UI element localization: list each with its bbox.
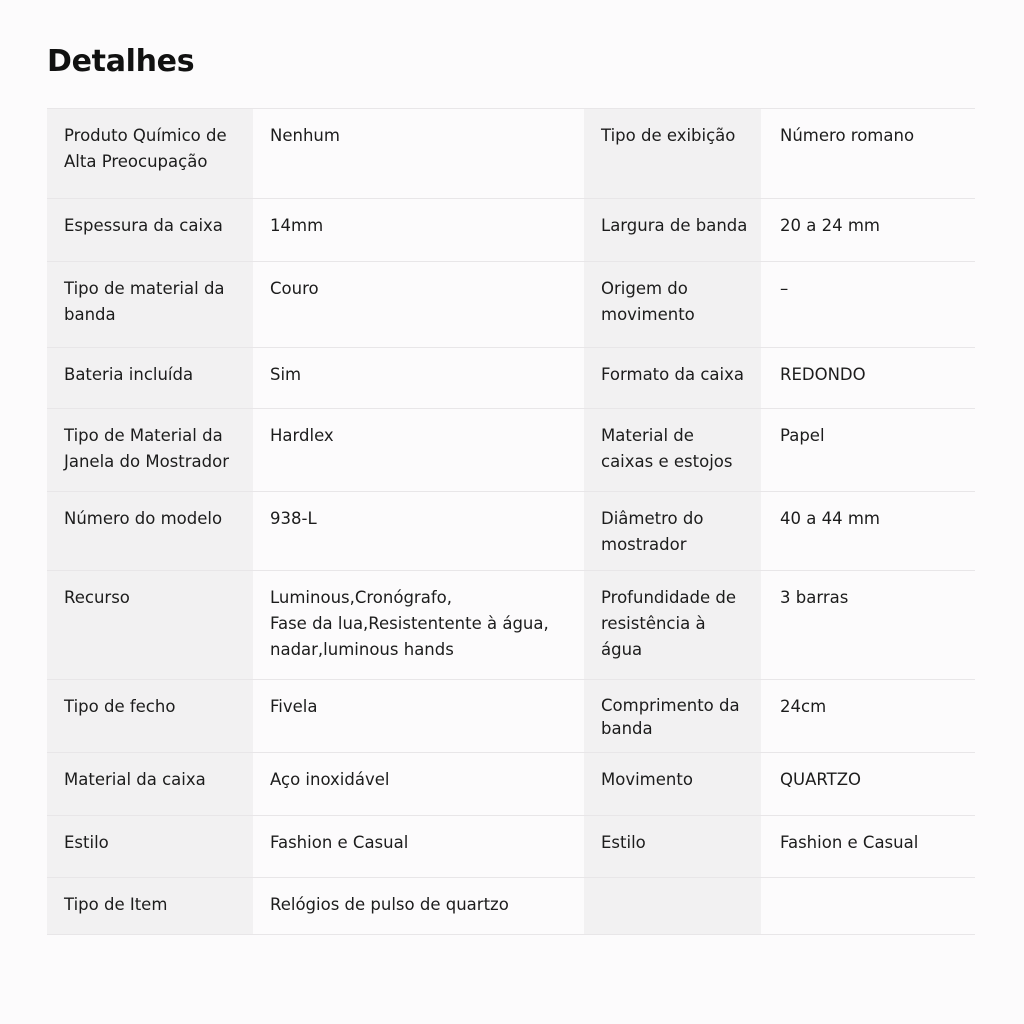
table-row (47, 571, 975, 680)
spec-label: Estilo (47, 816, 253, 878)
spec-label: Espessura da caixa (47, 199, 253, 262)
spec-label: Tipo de Material da Janela do Mostrador (47, 409, 253, 492)
spec-value: 14mm (253, 199, 584, 262)
spec-label: Recurso (47, 571, 253, 680)
spec-value: QUARTZO (761, 753, 975, 816)
spec-value: Couro (253, 262, 584, 348)
spec-value: Sim (253, 348, 584, 409)
spec-value: Nenhum (253, 109, 584, 199)
spec-label: Estilo (584, 816, 761, 878)
spec-value: Relógios de pulso de quartzo (253, 878, 584, 935)
spec-value: Papel (761, 409, 975, 492)
table-row (47, 409, 975, 492)
table-row (47, 492, 975, 571)
spec-label: Tipo de fecho (47, 680, 253, 753)
spec-value: Fivela (253, 680, 584, 753)
table-row (47, 680, 975, 753)
table-row (47, 109, 975, 199)
table-row (47, 878, 975, 935)
spec-value: 938-L (253, 492, 584, 571)
spec-value: REDONDO (761, 348, 975, 409)
spec-label: Tipo de material da banda (47, 262, 253, 348)
table-row (47, 753, 975, 816)
spec-label (584, 878, 761, 935)
spec-value: 24cm (761, 680, 975, 753)
spec-value: Fashion e Casual (761, 816, 975, 878)
table-row (47, 816, 975, 878)
page-title: Detalhes (47, 44, 195, 79)
details-table (47, 108, 975, 935)
table-row (47, 262, 975, 348)
spec-value: Aço inoxidável (253, 753, 584, 816)
spec-label: Tipo de exibição (584, 109, 761, 199)
spec-label: Comprimento da banda (584, 680, 761, 753)
spec-label: Número do modelo (47, 492, 253, 571)
spec-label: Profundidade de resistência à água (584, 571, 761, 680)
spec-value: Hardlex (253, 409, 584, 492)
spec-value: Luminous,Cronógrafo, Fase da lua,Resistentente à água, nadar,luminous hands (253, 571, 584, 680)
spec-label: Movimento (584, 753, 761, 816)
table-row (47, 199, 975, 262)
spec-value: 40 a 44 mm (761, 492, 975, 571)
spec-label: Material de caixas e estojos (584, 409, 761, 492)
spec-value: 20 a 24 mm (761, 199, 975, 262)
spec-value (761, 878, 975, 935)
spec-value: Fashion e Casual (253, 816, 584, 878)
spec-value: – (761, 262, 975, 348)
spec-label: Produto Químico de Alta Preocupação (47, 109, 253, 199)
spec-value: Número romano (761, 109, 975, 199)
spec-label: Formato da caixa (584, 348, 761, 409)
spec-label: Material da caixa (47, 753, 253, 816)
spec-label: Largura de banda (584, 199, 761, 262)
spec-value: 3 barras (761, 571, 975, 680)
spec-label: Diâmetro do mostrador (584, 492, 761, 571)
spec-label: Origem do movimento (584, 262, 761, 348)
table-row (47, 348, 975, 409)
spec-label: Tipo de Item (47, 878, 253, 935)
spec-label: Bateria incluída (47, 348, 253, 409)
